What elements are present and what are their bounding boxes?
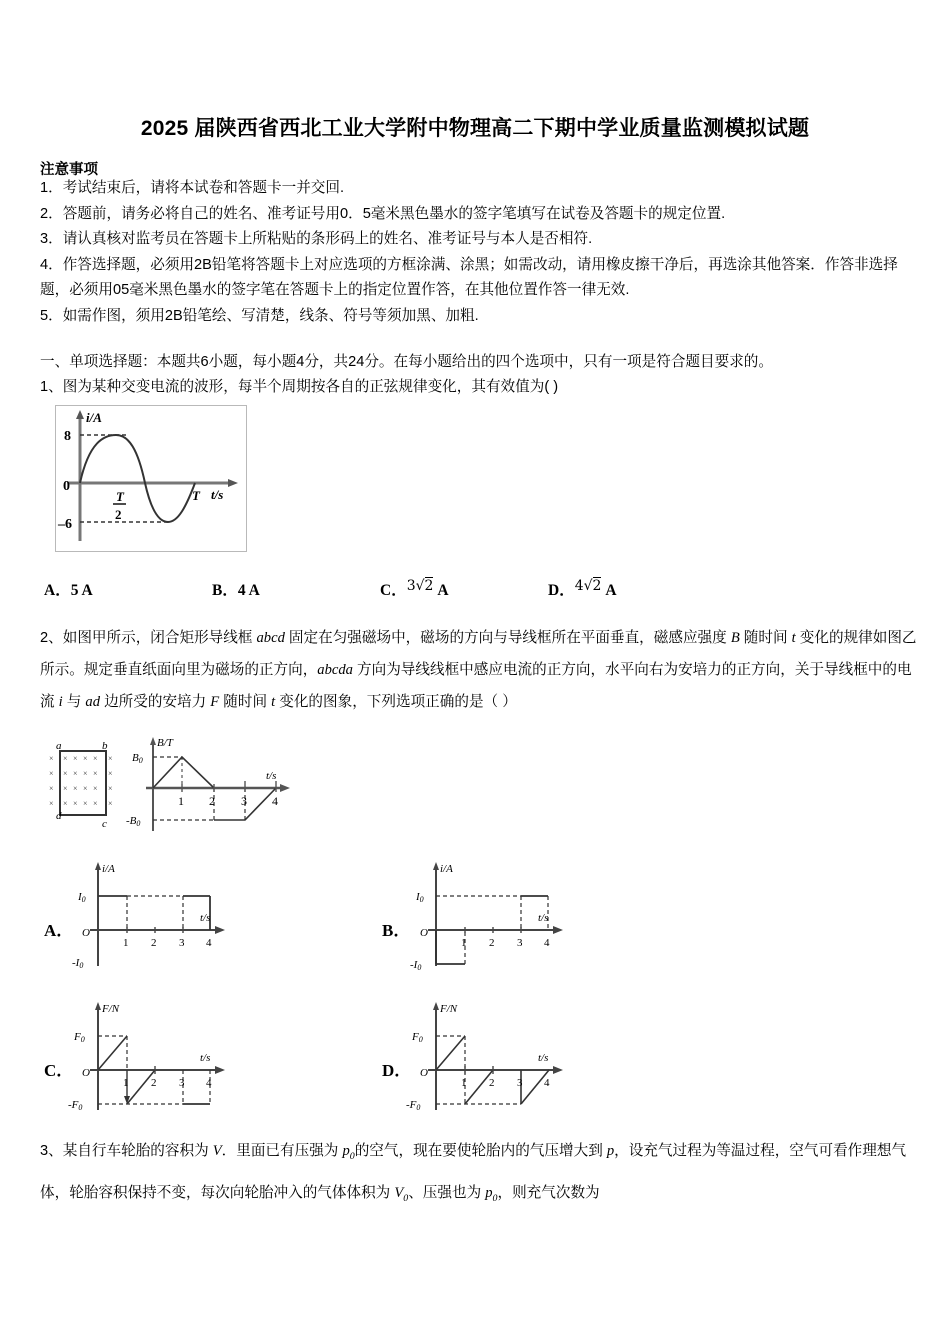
svg-text:×: × (73, 769, 78, 778)
question-3-text (40, 1133, 920, 1217)
option-1-c-coefficient: 3 (406, 578, 416, 594)
option-1-a[interactable] (44, 578, 93, 600)
option-2-a-label: A． (44, 921, 74, 940)
q3-var-p0a: $p_0$ (342, 1143, 355, 1162)
opt-c-x-4: 4 (206, 1077, 212, 1089)
opt-d-x-2: 2 (489, 1077, 495, 1089)
opt-c-x-2: 2 (151, 1077, 157, 1089)
x-axis-arrow (228, 479, 238, 487)
loop-label-a: a (56, 740, 62, 752)
option-1-c-radicand: 2 (424, 578, 434, 594)
opt-d-x-axis-label: t/s (538, 1052, 549, 1064)
question-2-number: 2、 (40, 630, 63, 646)
opt-b-label-O: O (420, 927, 428, 939)
q2-var-ad: ad (85, 694, 101, 710)
opt-a-x-1: 1 (123, 937, 129, 949)
q2-var-abcda: abcda (317, 662, 353, 678)
q3-var-V: V (212, 1143, 222, 1159)
svg-text:×: × (93, 799, 98, 808)
opt-b-x-arrow (553, 926, 563, 934)
notice-heading: 注意事项 (40, 162, 98, 178)
opt-b-x-1: 1 (461, 937, 467, 949)
opt-d-ramp-1 (436, 1036, 465, 1070)
opt-b-y-axis-label: i/A (440, 863, 453, 875)
notice-item-5: 5．如需作图，须用2B铅笔绘、写清楚，线条、符号等须加黑、加粗. (40, 307, 479, 324)
current-waveform-curve (80, 435, 195, 522)
opt-c-ramp-1 (98, 1036, 127, 1070)
opt-b-x-axis-label: t/s (538, 912, 549, 924)
q3-part-0: 某自行车轮胎的容积为 (62, 1143, 213, 1159)
option-1-c-unit: A (437, 582, 449, 599)
opt-d-x-arrow (553, 1066, 563, 1074)
opt-d-y-arrow (433, 1002, 439, 1010)
q3-var-p0b: $p_0$ (485, 1184, 498, 1204)
x-axis-label: t/s (211, 487, 224, 502)
opt-c-label-F0: F0 (74, 1031, 85, 1044)
opt-a-label-minus-I0: -I0 (72, 957, 84, 970)
q2-part-12: 边所受的安培力 (100, 694, 211, 710)
figure-q2-setup (42, 735, 342, 840)
svg-text:×: × (73, 784, 78, 793)
opt-a-x-4: 4 (206, 937, 212, 949)
q2-var-i: i (58, 694, 63, 710)
option-1-a-value: 5 A (70, 582, 93, 599)
opt-b-x-2: 2 (489, 937, 495, 949)
opt-c-x-axis-label: t/s (200, 1052, 211, 1064)
bt-graph (126, 737, 290, 831)
q2-part-4: 随时间 (739, 630, 792, 646)
bt-curve-positive (153, 757, 214, 788)
opt-b-x-3: 3 (517, 937, 523, 949)
opt-c-x-arrow (215, 1066, 225, 1074)
loop-label-b: b (102, 740, 108, 752)
opt-a-x-arrow (215, 926, 225, 934)
bt-xlabel-4: 4 (272, 794, 278, 808)
opt-a-y-axis-label: i/A (102, 863, 115, 875)
question-1-options (40, 572, 920, 606)
opt-d-label-F0: F0 (412, 1031, 423, 1044)
svg-text:×: × (49, 784, 54, 793)
option-1-c[interactable] (380, 578, 449, 600)
notice-item-4: 4．作答选择题，必须用2B铅笔将答题卡上对应选项的方框涂满、涂黑；如需改动，请用橡皮擦干净后，再选涂其他答案．作答非选择题，必须用05毫米黑色墨水的签字笔在答题卡上的指定位置作答，在其他位置作答一律无效. (40, 256, 898, 298)
svg-text:×: × (93, 769, 98, 778)
q2-var-F: F (210, 694, 220, 710)
q2-part-2: 固定在匀强磁场中，磁场的方向与导线框所在平面垂直，磁感应强度 (284, 630, 731, 646)
q3-part-4: 的空气，现在要使轮胎内的气压增大到 (354, 1143, 607, 1159)
svg-text:×: × (83, 799, 88, 808)
y-tick-8: 8 (64, 429, 71, 444)
question-1-body: 图为某种交变电流的波形，每半个周期按各自的正弦规律变化，其有效值为( ) (62, 379, 559, 395)
bt-xlabel-2: 2 (209, 794, 215, 808)
q2-var-abcd: abcd (256, 630, 285, 646)
q3-part-10: ，则充气次数为 (497, 1184, 600, 1201)
opt-a-y-arrow (95, 862, 101, 870)
y-axis-label: i/A (86, 410, 102, 425)
svg-text:×: × (63, 754, 68, 763)
svg-text:×: × (49, 799, 54, 808)
opt-a-x-axis-label: t/s (200, 912, 211, 924)
opt-c-y-arrow (95, 1002, 101, 1010)
q2-part-0: 如图甲所示，闭合矩形导线框 (62, 630, 257, 646)
q2-part-6: 变化的规律如图乙所示。规定垂直纸面向里为磁场的正方向， (40, 630, 917, 678)
option-2-c-label: C． (44, 1061, 74, 1080)
svg-text:×: × (63, 784, 68, 793)
q3-part-8: 、压强也为 (408, 1184, 486, 1201)
opt-c-label-minus-F0: -F0 (68, 1099, 83, 1112)
bt-xlabel-3: 3 (241, 794, 247, 808)
option-2-b[interactable] (382, 862, 563, 972)
opt-c-label-O: O (82, 1067, 90, 1079)
svg-text:×: × (83, 784, 88, 793)
q2-part-10: 与 (62, 694, 86, 710)
q3-var-V0: $V_0$ (394, 1184, 409, 1204)
section-heading: 一、单项选择题：本题共6小题，每小题4分，共24分。在每小题给出的四个选项中，只有一项是符合题目要求的。 (40, 354, 773, 370)
bt-label-B0: B0 (132, 752, 143, 765)
x-tick-half-period-num: T (116, 489, 124, 504)
svg-text:×: × (108, 799, 113, 808)
bt-xlabel-1: 1 (178, 794, 184, 808)
svg-text:×: × (108, 784, 113, 793)
page-title: 2025 届陕西省西北工业大学附中物理高二下期中学业质量监测模拟试题 (140, 117, 810, 140)
option-1-d-unit: A (605, 582, 617, 599)
option-2-b-label: B． (382, 921, 411, 940)
svg-text:×: × (93, 784, 98, 793)
option-2-d[interactable] (382, 1002, 563, 1112)
option-1-b-value: 4 A (237, 582, 260, 599)
figure-q1-waveform (55, 405, 247, 552)
opt-c-y-axis-label: F/N (102, 1003, 120, 1015)
svg-text:×: × (83, 754, 88, 763)
opt-d-x-3: 3 (517, 1077, 523, 1089)
opt-b-label-minus-I0: -I0 (410, 959, 422, 972)
option-1-b-label: B． (212, 582, 238, 599)
opt-b-y-arrow (433, 862, 439, 870)
bt-x-arrow (280, 784, 290, 792)
bt-label-minus-B0: -B0 (126, 815, 141, 828)
x-tick-full-period: T (192, 488, 200, 503)
bt-x-axis-label: t/s (266, 770, 277, 782)
option-2-a[interactable] (44, 862, 225, 970)
svg-text:×: × (108, 769, 113, 778)
opt-c-x-1: 1 (123, 1077, 129, 1089)
q3-var-p: p (606, 1143, 615, 1159)
svg-text:×: × (93, 754, 98, 763)
svg-text:×: × (63, 769, 68, 778)
y-tick-0: 0 (63, 479, 70, 494)
opt-a-label-O: O (82, 927, 90, 939)
option-1-d-coefficient: 4 (574, 578, 584, 594)
option-1-d-radicand: 2 (592, 578, 602, 594)
notice-item-2: 2．答题前，请务必将自己的姓名、准考证号用0．5毫米黑色墨水的签字笔填写在试卷及答题卡的规定位置. (40, 205, 726, 222)
question-3-number: 3、 (40, 1143, 63, 1159)
q2-var-t2: t (271, 694, 276, 710)
opt-b-label-I0: I0 (416, 891, 424, 904)
opt-b-x-4: 4 (544, 937, 550, 949)
q2-part-14: 随时间 (219, 694, 272, 710)
q2-var-t1: t (791, 630, 796, 646)
q3-part-2: ．里面已有压强为 (221, 1143, 343, 1159)
y-tick-minus6: –6 (58, 517, 72, 532)
magnetic-field-into-page-icon (49, 754, 113, 808)
option-2-d-label: D． (382, 1061, 412, 1080)
q3-part-6: ，设充气过程为等温过程，空气可看作理想气体，轮胎容积保持不变，每次向轮胎冲入的气体体积为 (40, 1143, 907, 1201)
question-2-option-figures (42, 858, 742, 1123)
q2-setup-svg (42, 735, 342, 840)
svg-text:×: × (83, 769, 88, 778)
y-axis-arrow (76, 410, 84, 419)
question-2-text (40, 622, 920, 718)
notice-item-1: 1．考试结束后，请将本试卷和答题卡一并交回. (40, 180, 345, 196)
q2-part-8: 方向为导线线框中感应电流的正方向，水平向右为安培力的正方向，关于导线框中的电流 (40, 662, 912, 710)
q2-part-16: 变化的图象，下列选项正确的是（ ） (275, 694, 517, 710)
loop-label-d: d (56, 810, 62, 822)
option-2-c[interactable] (44, 1002, 225, 1112)
svg-text:×: × (63, 799, 68, 808)
notice-list (40, 176, 912, 329)
option-1-d[interactable] (548, 578, 617, 600)
option-1-c-label: C． (380, 582, 407, 599)
bt-y-axis-label: B/T (157, 737, 173, 749)
option-1-d-label: D． (548, 582, 575, 599)
svg-text:×: × (49, 769, 54, 778)
opt-a-x-3: 3 (179, 937, 185, 949)
opt-d-label-minus-F0: -F0 (406, 1099, 421, 1112)
loop-label-c: c (102, 818, 107, 830)
x-tick-half-period-den: 2 (115, 507, 122, 522)
opt-d-label-O: O (420, 1067, 428, 1079)
opt-a-label-I0: I0 (78, 891, 86, 904)
option-1-a-label: A． (44, 582, 71, 599)
waveform-svg (56, 406, 244, 549)
option-1-d-radical: 4√2 (574, 578, 602, 594)
svg-text:×: × (108, 754, 113, 763)
opt-d-x-4: 4 (544, 1077, 550, 1089)
opt-d-y-axis-label: F/N (440, 1003, 458, 1015)
svg-text:×: × (73, 754, 78, 763)
opt-d-x-1: 1 (461, 1077, 467, 1089)
bt-y-arrow (150, 737, 156, 745)
option-1-c-radical: 3√2 (406, 578, 434, 594)
question-1-number: 1、 (40, 379, 63, 395)
svg-text:×: × (73, 799, 78, 808)
q2-options-svg (42, 858, 742, 1123)
svg-text:×: × (49, 754, 54, 763)
question-1-text (40, 375, 920, 400)
notice-item-3: 3．请认真核对监考员在答题卡上所粘贴的条形码上的姓名、准考证号与本人是否相符. (40, 231, 593, 247)
opt-c-x-3: 3 (179, 1077, 185, 1089)
opt-a-x-2: 2 (151, 937, 157, 949)
q2-var-B: B (730, 630, 740, 646)
option-1-b[interactable] (212, 578, 260, 600)
